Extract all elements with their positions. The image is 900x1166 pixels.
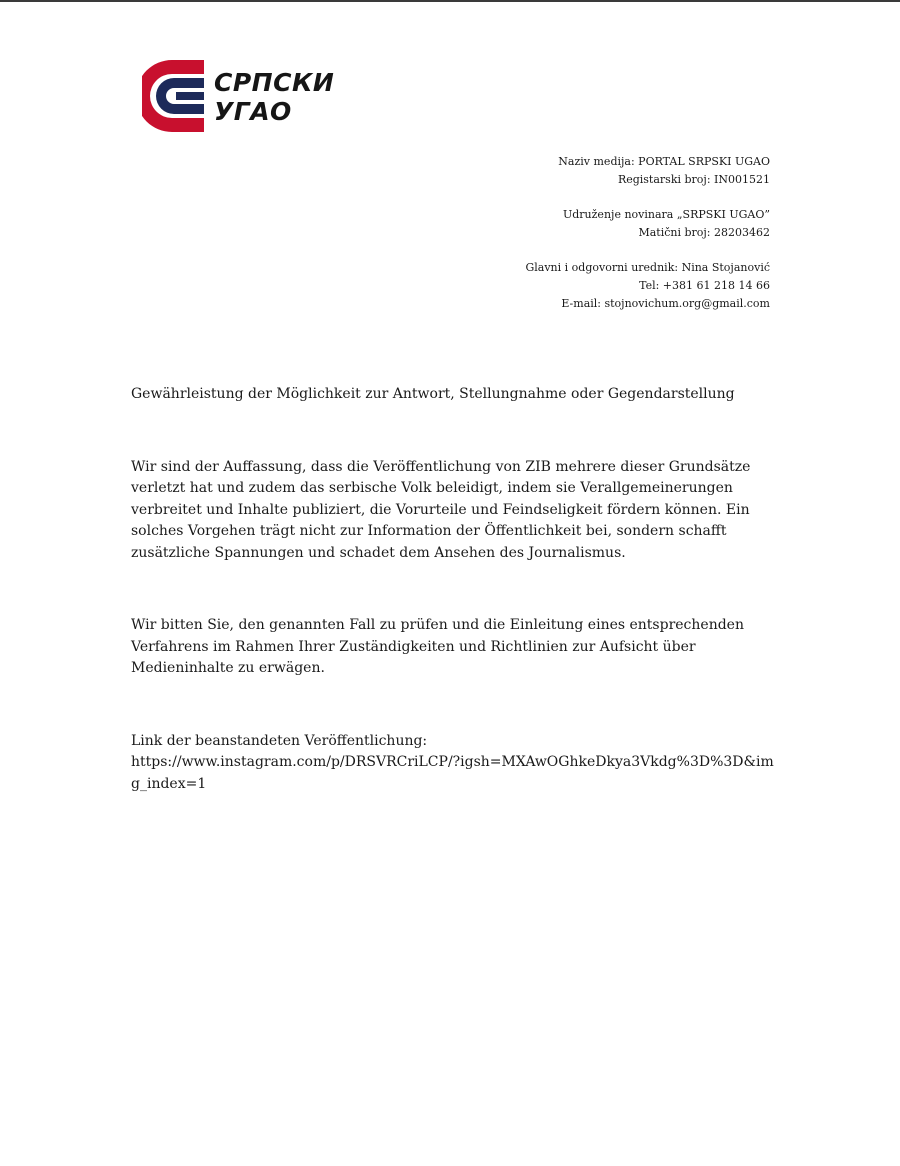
srpski-ugao-logo	[142, 56, 342, 136]
paragraph-2: Wir bitten Sie, den genannten Fall zu prüfen und die Einleitung eines entsprechenden Verfahrens im Rahmen Ihrer Zuständigkeiten und Richtlinien zur Aufsicht über Medieninhalte zu erwägen.	[131, 617, 744, 676]
telephone: Tel: +381 61 218 14 66	[639, 279, 770, 292]
logo-wordmark	[214, 68, 334, 126]
masthead-media-group	[525, 153, 770, 189]
email: E-mail: stojnovichum.org@gmail.com	[561, 297, 770, 310]
letter-heading: Gewährleistung der Möglichkeit zur Antwort, Stellungnahme oder Gegendarstellung	[131, 386, 735, 402]
link-label: Link der beanstandeten Veröffentlichung:	[131, 732, 428, 749]
media-name: Naziv medija: PORTAL SRPSKI UGAO	[558, 155, 770, 168]
logo-line-2: УГАО	[214, 97, 292, 126]
logo-mark-icon	[142, 56, 212, 136]
masthead	[525, 153, 770, 313]
page-top-border	[0, 0, 900, 2]
paragraph-1: Wir sind der Auffassung, dass die Veröffentlichung von ZIB mehrere dieser Grundsätze verletzt hat und zudem das serbische Volk beleidigt, indem sie Verallgemeinerungen verbreitet und Inhalte publiziert, die Vorurteile und Feindseligkeit fördern können. Ein solches Vorgehen trägt nicht zur Information der Öffentlichkeit bei, sondern schafft zusätzliche Spannungen und schadet dem Ansehen des Journalismus.	[131, 458, 751, 561]
editor-in-chief: Glavni i odgovorni urednik: Nina Stojanović	[525, 261, 770, 274]
masthead-contact-group	[525, 259, 770, 313]
letter-body	[131, 384, 781, 795]
logo-line-1: СРПСКИ	[214, 68, 335, 97]
id-number: Matični broj: 28203462	[638, 226, 770, 239]
masthead-association-group	[525, 206, 770, 242]
registration-number: Registarski broj: IN001521	[617, 173, 770, 186]
link-url[interactable]: https://www.instagram.com/p/DRSVRCriLCP/?igsh=MXAwOGhkeDkya3Vkdg%3D%3D&img_index=1	[131, 754, 774, 792]
association-name: Udruženje novinara „SRPSKI UGAO”	[562, 208, 770, 221]
